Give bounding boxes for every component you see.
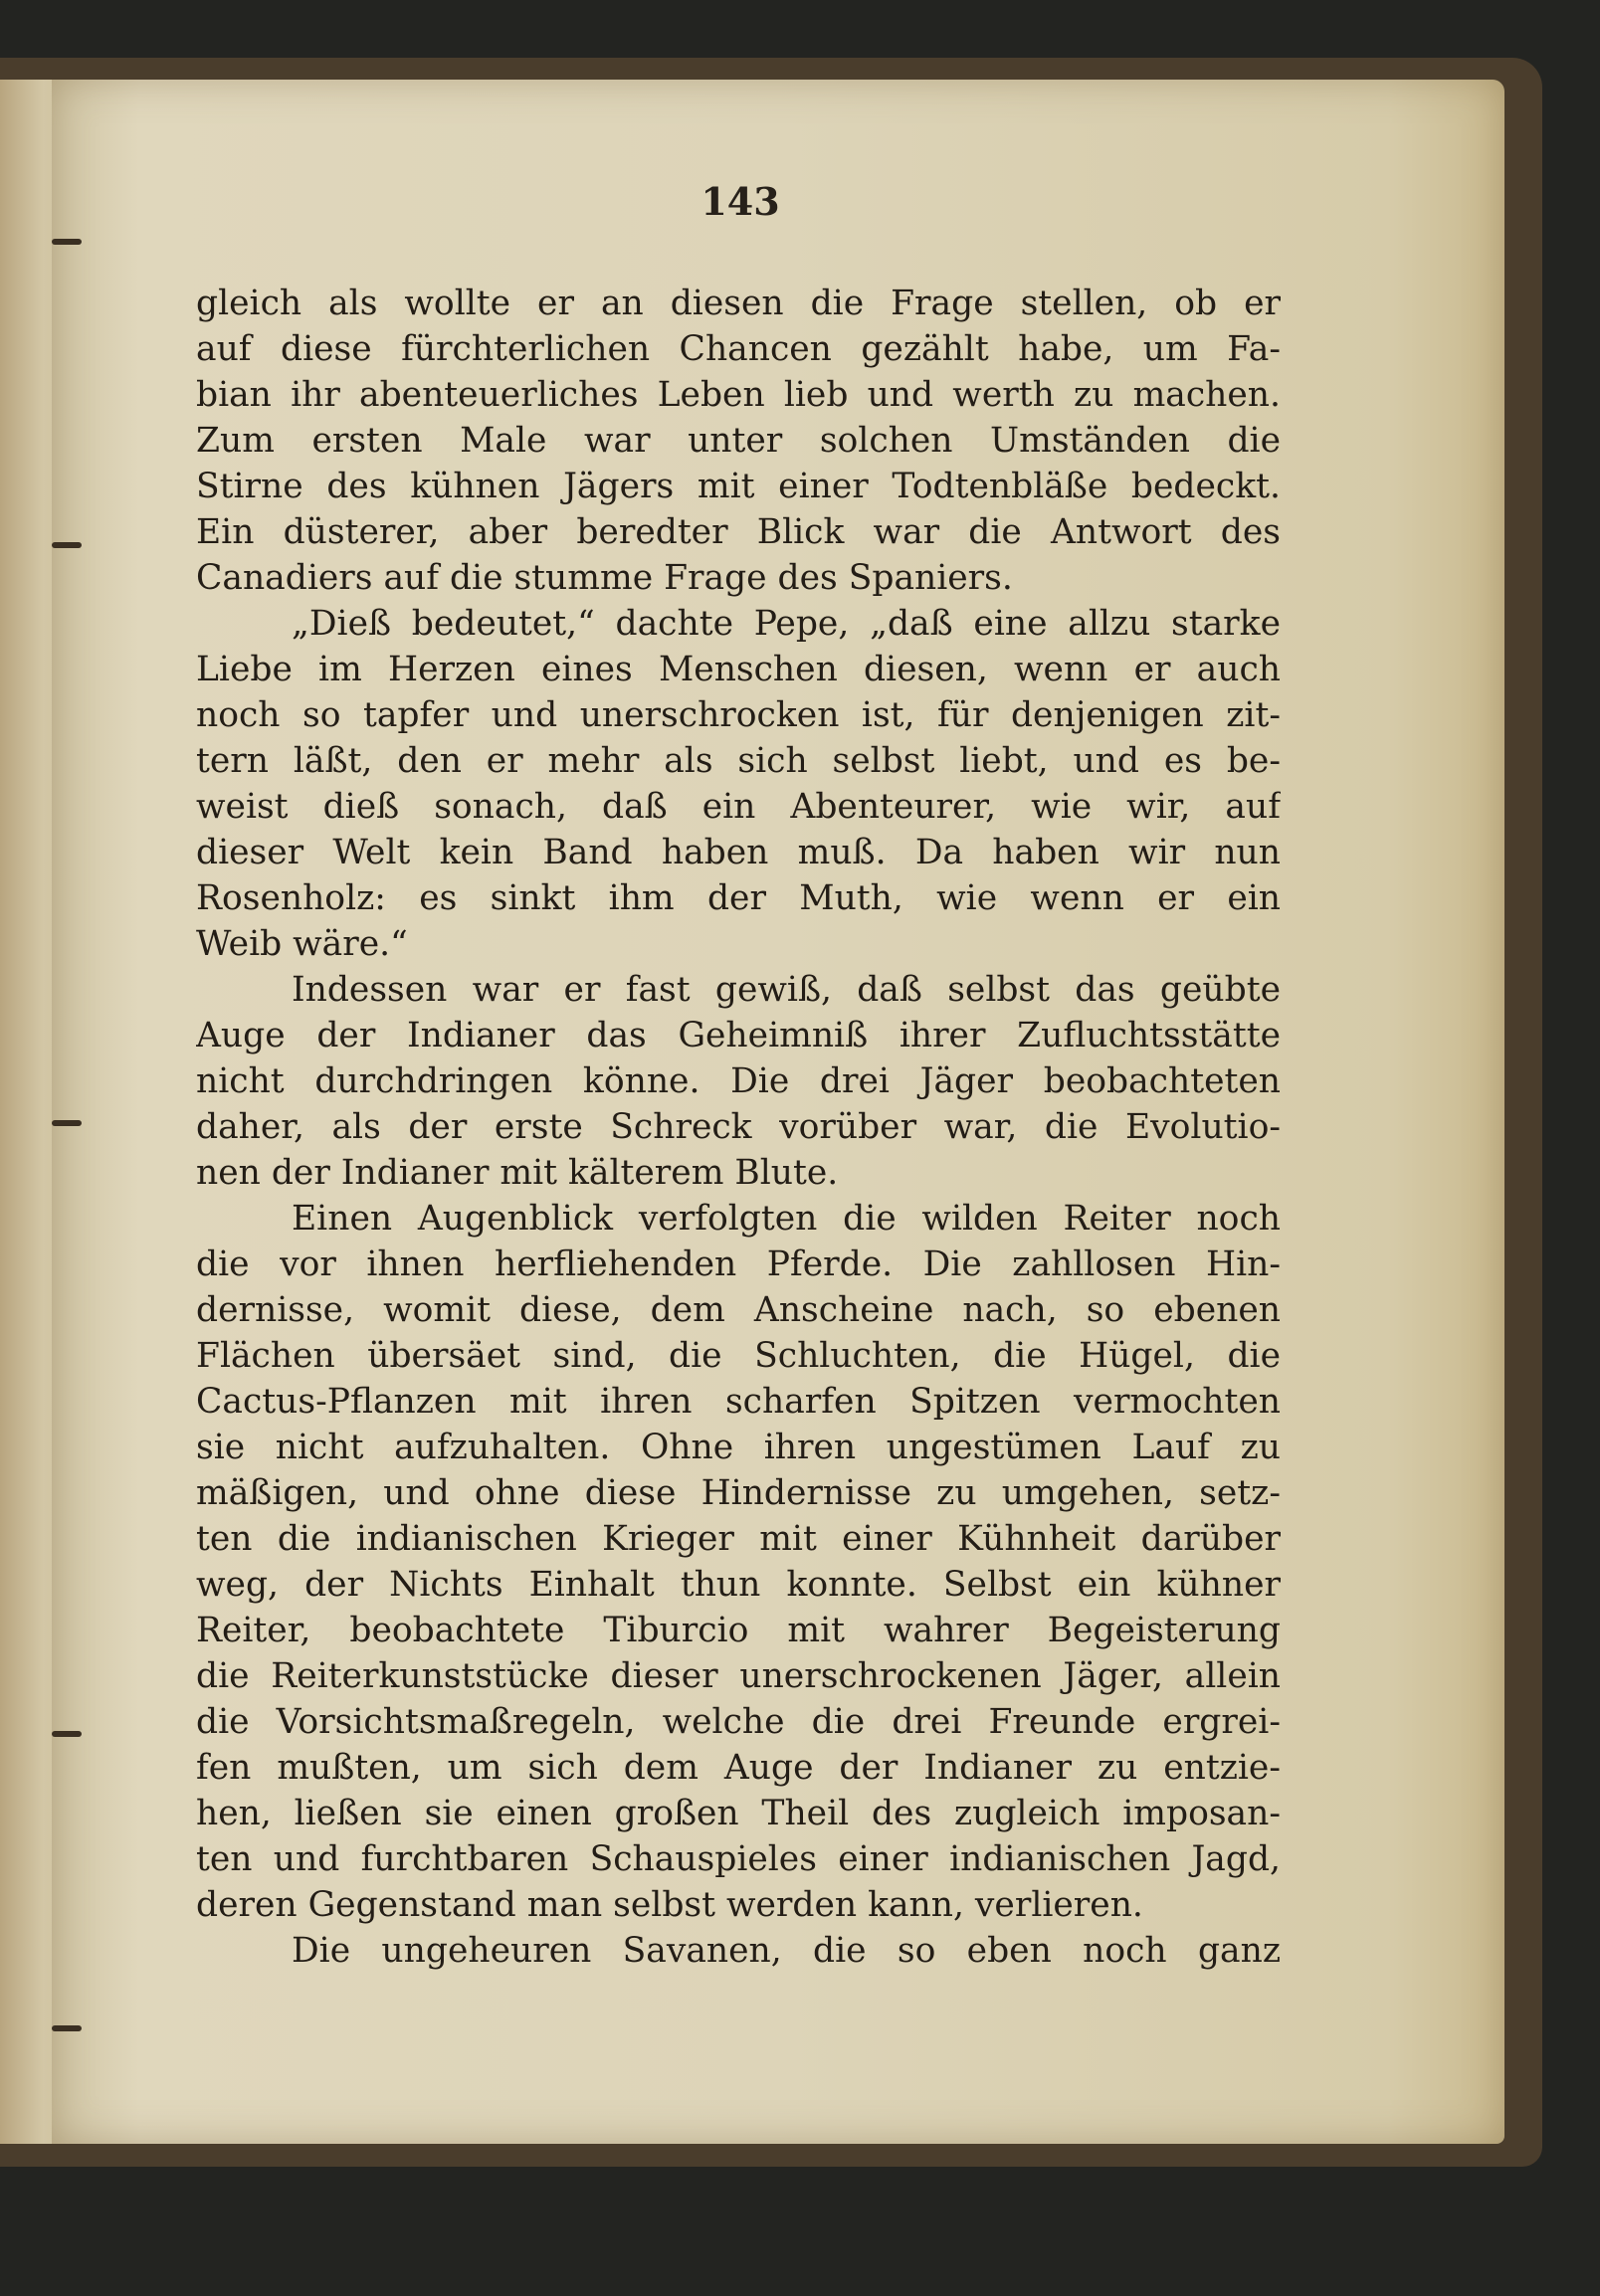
body-text bbox=[196, 281, 1281, 1974]
text-line: Indessen war er fast gewiß, daß selbst das geübte bbox=[292, 970, 1281, 1010]
text-line: daher, als der erste Schreck vorüber war, die Evolutio- bbox=[196, 1107, 1281, 1147]
text-line: ten und furchtbaren Schauspieles einer indianischen Jagd, bbox=[196, 1839, 1281, 1879]
text-line: Cactus-Pflanzen mit ihren scharfen Spitzen vermochten bbox=[196, 1382, 1281, 1422]
page-number: 143 bbox=[700, 179, 780, 224]
text-line: die vor ihnen herfliehenden Pferde. Die zahllosen Hin- bbox=[196, 1244, 1281, 1284]
text-line: Flächen übersäet sind, die Schluchten, die Hügel, die bbox=[196, 1336, 1281, 1376]
text-line: nen der Indianer mit kälterem Blute. bbox=[196, 1153, 839, 1193]
text-line: Reiter, beobachtete Tiburcio mit wahrer Begeisterung bbox=[196, 1611, 1281, 1650]
text-line: Die ungeheuren Savanen, die so eben noch ganz bbox=[292, 1931, 1281, 1971]
text-line: mäßigen, und ohne diese Hindernisse zu umgehen, setz- bbox=[196, 1473, 1281, 1513]
text-line: die Vorsichtsmaßregeln, welche die drei Freunde ergrei- bbox=[196, 1702, 1281, 1742]
text-line: nicht durchdringen könne. Die drei Jäger beobachteten bbox=[196, 1061, 1281, 1101]
text-line: Liebe im Herzen eines Menschen diesen, wenn er auch bbox=[196, 650, 1281, 689]
text-line: Ein düsterer, aber beredter Blick war die Antwort des bbox=[196, 512, 1281, 552]
text-line: sie nicht aufzuhalten. Ohne ihren ungestümen Lauf zu bbox=[196, 1428, 1281, 1467]
text-line: deren Gegenstand man selbst werden kann, verlieren. bbox=[196, 1885, 1143, 1925]
text-line: „Dieß bedeutet,“ dachte Pepe, „daß eine allzu starke bbox=[292, 604, 1281, 644]
text-line: fen mußten, um sich dem Auge der Indianer zu entzie- bbox=[196, 1748, 1281, 1788]
text-line: weg, der Nichts Einhalt thun konnte. Selbst ein kühner bbox=[196, 1565, 1281, 1605]
text-line: dieser Welt kein Band haben muß. Da haben wir nun bbox=[196, 833, 1281, 872]
text-line: gleich als wollte er an diesen die Frage stellen, ob er bbox=[196, 284, 1281, 323]
text-line: weist dieß sonach, daß ein Abenteurer, wie wir, auf bbox=[196, 787, 1281, 827]
text-line: dernisse, womit diese, dem Anscheine nach, so ebenen bbox=[196, 1290, 1281, 1330]
binding-stitch bbox=[52, 542, 82, 548]
binding-stitch bbox=[52, 2025, 82, 2031]
text-line: Zum ersten Male war unter solchen Umständen die bbox=[196, 421, 1281, 461]
binding-stitch bbox=[52, 1120, 82, 1126]
text-line: Einen Augenblick verfolgten die wilden Reiter noch bbox=[292, 1199, 1281, 1239]
text-line: bian ihr abenteuerliches Leben lieb und werth zu machen. bbox=[196, 375, 1281, 415]
text-line: ten die indianischen Krieger mit einer Kühnheit darüber bbox=[196, 1519, 1281, 1559]
text-line: hen, ließen sie einen großen Theil des zugleich imposan- bbox=[196, 1794, 1281, 1833]
text-line: noch so tapfer und unerschrocken ist, für denjenigen zit- bbox=[196, 695, 1281, 735]
text-line: Canadiers auf die stumme Frage des Spaniers. bbox=[196, 558, 1013, 598]
text-line: Stirne des kühnen Jägers mit einer Todtenbläße bedeckt. bbox=[196, 467, 1281, 506]
text-line: Weib wäre.“ bbox=[196, 924, 408, 964]
text-line: tern läßt, den er mehr als sich selbst liebt, und es be- bbox=[196, 741, 1281, 781]
text-line: Rosenholz: es sinkt ihm der Muth, wie wenn er ein bbox=[196, 878, 1281, 918]
text-line: die Reiterkunststücke dieser unerschrockenen Jäger, allein bbox=[196, 1656, 1281, 1696]
text-line: auf diese fürchterlichen Chancen gezählt habe, um Fa- bbox=[196, 329, 1281, 369]
text-line: Auge der Indianer das Geheimniß ihrer Zufluchtsstätte bbox=[196, 1016, 1281, 1055]
binding-stitch bbox=[52, 1731, 82, 1737]
binding-stitch bbox=[52, 239, 82, 245]
